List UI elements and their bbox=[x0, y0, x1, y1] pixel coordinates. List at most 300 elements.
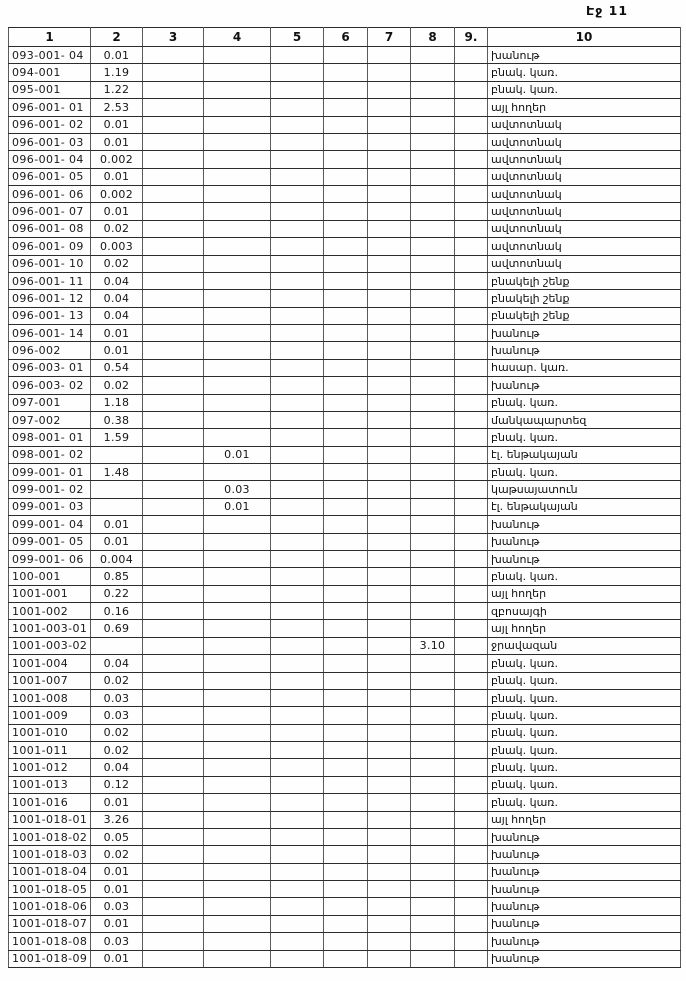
table-row bbox=[9, 637, 681, 654]
cell-area-value bbox=[324, 342, 368, 359]
cell-area-value bbox=[271, 672, 324, 689]
table-row bbox=[9, 550, 681, 567]
cell-area-value bbox=[204, 64, 271, 81]
cell-area-value: 2.53 bbox=[91, 99, 143, 116]
cell-area-value bbox=[143, 411, 204, 428]
cell-area-value: 0.002 bbox=[91, 151, 143, 168]
cell-area-value bbox=[368, 359, 411, 376]
table-row bbox=[9, 47, 681, 64]
cell-area-value bbox=[324, 568, 368, 585]
cell-area-value bbox=[368, 742, 411, 759]
cell-area-value bbox=[204, 394, 271, 411]
cell-area-value bbox=[411, 550, 455, 567]
cell-area-value bbox=[143, 794, 204, 811]
cell-area-value: 3.26 bbox=[91, 811, 143, 828]
cell-area-value bbox=[324, 411, 368, 428]
cell-area-value: 0.03 bbox=[91, 689, 143, 706]
cell-area-value: 0.04 bbox=[91, 655, 143, 672]
cell-area-value bbox=[143, 307, 204, 324]
table-row bbox=[9, 898, 681, 915]
cell-area-value bbox=[455, 516, 488, 533]
cell-area-value bbox=[271, 238, 324, 255]
table-row bbox=[9, 377, 681, 394]
cell-area-value bbox=[368, 550, 411, 567]
cell-area-value bbox=[411, 307, 455, 324]
cell-area-value bbox=[455, 724, 488, 741]
cell-area-value bbox=[204, 377, 271, 394]
table-row bbox=[9, 290, 681, 307]
cell-area-value bbox=[271, 811, 324, 828]
cell-area-value bbox=[143, 828, 204, 845]
cell-area-value bbox=[271, 47, 324, 64]
cell-area-value bbox=[271, 203, 324, 220]
cell-area-value bbox=[455, 498, 488, 515]
cell-area-value bbox=[271, 290, 324, 307]
table-row bbox=[9, 429, 681, 446]
cell-land-use-description: բնակ. կառ. bbox=[488, 568, 681, 585]
cell-area-value bbox=[455, 585, 488, 602]
cell-area-value bbox=[368, 672, 411, 689]
cell-area-value bbox=[455, 568, 488, 585]
cell-land-use-description: զբոսայգի bbox=[488, 603, 681, 620]
cell-parcel-code: 096-001- 12 bbox=[9, 290, 91, 307]
cell-area-value bbox=[324, 533, 368, 550]
table-row bbox=[9, 794, 681, 811]
cell-area-value bbox=[271, 220, 324, 237]
cell-area-value bbox=[204, 359, 271, 376]
cell-parcel-code: 1001-018-02 bbox=[9, 828, 91, 845]
column-header-2: 2 bbox=[91, 28, 143, 47]
cell-area-value bbox=[271, 151, 324, 168]
cell-area-value bbox=[411, 655, 455, 672]
cell-area-value bbox=[204, 811, 271, 828]
cell-area-value bbox=[204, 724, 271, 741]
cell-area-value: 0.01 bbox=[91, 881, 143, 898]
cell-area-value: 1.59 bbox=[91, 429, 143, 446]
cell-area-value bbox=[324, 776, 368, 793]
cell-parcel-code: 096-001- 09 bbox=[9, 238, 91, 255]
column-header-5: 5 bbox=[271, 28, 324, 47]
cell-land-use-description: բնակ. կառ. bbox=[488, 742, 681, 759]
cell-area-value: 1.18 bbox=[91, 394, 143, 411]
cell-area-value bbox=[324, 186, 368, 203]
cell-area-value bbox=[411, 203, 455, 220]
table-row bbox=[9, 359, 681, 376]
cell-parcel-code: 1001-013 bbox=[9, 776, 91, 793]
cell-area-value bbox=[143, 203, 204, 220]
cell-area-value bbox=[455, 325, 488, 342]
cell-area-value bbox=[143, 220, 204, 237]
table-row bbox=[9, 255, 681, 272]
cell-area-value bbox=[411, 881, 455, 898]
cell-area-value bbox=[143, 568, 204, 585]
cell-area-value bbox=[368, 881, 411, 898]
cell-land-use-description: այլ հողեր bbox=[488, 99, 681, 116]
cell-area-value bbox=[368, 272, 411, 289]
cell-area-value bbox=[204, 776, 271, 793]
cell-area-value: 0.02 bbox=[91, 377, 143, 394]
cell-area-value bbox=[455, 411, 488, 428]
cell-area-value bbox=[204, 220, 271, 237]
cell-area-value: 0.03 bbox=[204, 481, 271, 498]
cell-area-value bbox=[411, 603, 455, 620]
cell-land-use-description: ավտոտնակ bbox=[488, 203, 681, 220]
cell-land-use-description: հասար. կառ. bbox=[488, 359, 681, 376]
cell-area-value bbox=[271, 255, 324, 272]
cell-area-value bbox=[204, 255, 271, 272]
cell-parcel-code: 1001-002 bbox=[9, 603, 91, 620]
cell-area-value bbox=[204, 759, 271, 776]
cell-area-value bbox=[143, 498, 204, 515]
cell-land-use-description: բնակ. կառ. bbox=[488, 429, 681, 446]
cell-area-value bbox=[368, 411, 411, 428]
cell-parcel-code: 1001-001 bbox=[9, 585, 91, 602]
cell-area-value: 0.85 bbox=[91, 568, 143, 585]
table-row bbox=[9, 915, 681, 932]
cell-area-value bbox=[368, 168, 411, 185]
cell-area-value bbox=[411, 811, 455, 828]
cell-area-value bbox=[368, 377, 411, 394]
cell-area-value bbox=[324, 99, 368, 116]
cell-area-value bbox=[204, 47, 271, 64]
cell-land-use-description: խանութ bbox=[488, 516, 681, 533]
cell-area-value bbox=[91, 637, 143, 654]
cell-area-value bbox=[204, 272, 271, 289]
cell-area-value bbox=[324, 203, 368, 220]
table-row bbox=[9, 498, 681, 515]
cell-area-value bbox=[455, 464, 488, 481]
cell-area-value: 0.01 bbox=[91, 950, 143, 967]
cell-area-value bbox=[324, 933, 368, 950]
table-row bbox=[9, 325, 681, 342]
cell-land-use-description: խանութ bbox=[488, 915, 681, 932]
cell-area-value bbox=[271, 325, 324, 342]
cell-parcel-code: 1001-018-03 bbox=[9, 846, 91, 863]
cell-land-use-description: խանութ bbox=[488, 881, 681, 898]
cell-area-value bbox=[455, 828, 488, 845]
table-row bbox=[9, 811, 681, 828]
cell-area-value bbox=[271, 64, 324, 81]
cell-area-value bbox=[368, 99, 411, 116]
cell-area-value bbox=[324, 481, 368, 498]
cell-area-value bbox=[204, 151, 271, 168]
cell-area-value bbox=[368, 186, 411, 203]
table-row bbox=[9, 568, 681, 585]
cell-area-value bbox=[455, 168, 488, 185]
cell-area-value bbox=[411, 220, 455, 237]
cell-land-use-description: բնակ. կառ. bbox=[488, 394, 681, 411]
cell-area-value bbox=[324, 603, 368, 620]
cell-area-value bbox=[324, 655, 368, 672]
cell-area-value bbox=[204, 186, 271, 203]
cell-area-value bbox=[204, 655, 271, 672]
cell-area-value bbox=[368, 290, 411, 307]
table-row bbox=[9, 742, 681, 759]
cell-area-value bbox=[271, 99, 324, 116]
cell-land-use-description: ավտոտնակ bbox=[488, 116, 681, 133]
cell-area-value: 0.01 bbox=[91, 116, 143, 133]
cell-area-value bbox=[271, 533, 324, 550]
cell-area-value bbox=[324, 689, 368, 706]
cell-land-use-description: մանկապարտեզ bbox=[488, 411, 681, 428]
cell-area-value bbox=[368, 429, 411, 446]
cell-area-value bbox=[455, 707, 488, 724]
cell-parcel-code: 1001-018-09 bbox=[9, 950, 91, 967]
cell-area-value bbox=[455, 47, 488, 64]
cell-area-value bbox=[324, 220, 368, 237]
cell-area-value: 0.01 bbox=[91, 516, 143, 533]
cell-area-value: 0.004 bbox=[91, 550, 143, 567]
cell-area-value bbox=[204, 742, 271, 759]
cell-land-use-description: բնակ. կառ. bbox=[488, 464, 681, 481]
cell-area-value bbox=[455, 203, 488, 220]
cell-parcel-code: 1001-003-01 bbox=[9, 620, 91, 637]
cell-area-value bbox=[411, 81, 455, 98]
cell-area-value bbox=[204, 168, 271, 185]
cell-area-value bbox=[324, 863, 368, 880]
cell-area-value bbox=[368, 828, 411, 845]
cell-area-value bbox=[204, 99, 271, 116]
cell-area-value bbox=[368, 64, 411, 81]
cell-area-value bbox=[324, 846, 368, 863]
cell-area-value bbox=[411, 689, 455, 706]
cell-area-value bbox=[143, 481, 204, 498]
cell-area-value bbox=[143, 533, 204, 550]
cell-area-value: 0.02 bbox=[91, 724, 143, 741]
cell-area-value: 0.003 bbox=[91, 238, 143, 255]
cell-land-use-description: բնակ. կառ. bbox=[488, 689, 681, 706]
cell-area-value bbox=[143, 898, 204, 915]
cell-parcel-code: 096-001- 13 bbox=[9, 307, 91, 324]
cell-area-value bbox=[271, 742, 324, 759]
cell-area-value bbox=[411, 377, 455, 394]
cell-area-value: 0.01 bbox=[204, 446, 271, 463]
table-row bbox=[9, 186, 681, 203]
cell-parcel-code: 1001-003-02 bbox=[9, 637, 91, 654]
cell-area-value bbox=[271, 81, 324, 98]
cell-area-value bbox=[324, 550, 368, 567]
table-row bbox=[9, 220, 681, 237]
cell-land-use-description: խանութ bbox=[488, 377, 681, 394]
cell-area-value bbox=[411, 290, 455, 307]
cell-area-value bbox=[204, 238, 271, 255]
column-header-7: 7 bbox=[368, 28, 411, 47]
cell-area-value bbox=[411, 516, 455, 533]
table-row bbox=[9, 516, 681, 533]
cell-area-value bbox=[411, 568, 455, 585]
cell-area-value bbox=[271, 516, 324, 533]
cell-area-value bbox=[204, 116, 271, 133]
cell-area-value bbox=[411, 828, 455, 845]
cell-area-value bbox=[455, 898, 488, 915]
cell-parcel-code: 098-001- 01 bbox=[9, 429, 91, 446]
cell-area-value: 0.02 bbox=[91, 672, 143, 689]
cell-area-value bbox=[455, 64, 488, 81]
cell-area-value bbox=[368, 220, 411, 237]
cell-area-value bbox=[411, 846, 455, 863]
table-row bbox=[9, 99, 681, 116]
cell-area-value bbox=[368, 446, 411, 463]
cell-area-value bbox=[411, 898, 455, 915]
cell-area-value bbox=[324, 133, 368, 150]
cell-area-value bbox=[204, 898, 271, 915]
cell-area-value bbox=[324, 359, 368, 376]
cell-area-value: 0.02 bbox=[91, 255, 143, 272]
cell-area-value bbox=[455, 394, 488, 411]
cell-area-value bbox=[143, 603, 204, 620]
cell-area-value bbox=[143, 255, 204, 272]
cell-area-value bbox=[143, 168, 204, 185]
cell-area-value bbox=[204, 707, 271, 724]
cell-area-value bbox=[455, 689, 488, 706]
cell-area-value bbox=[324, 81, 368, 98]
cell-area-value bbox=[143, 776, 204, 793]
cell-parcel-code: 1001-018-08 bbox=[9, 933, 91, 950]
cell-area-value bbox=[271, 620, 324, 637]
cell-area-value bbox=[368, 846, 411, 863]
cell-land-use-description: բնակելի շենք bbox=[488, 272, 681, 289]
cell-area-value bbox=[143, 759, 204, 776]
cell-area-value bbox=[368, 620, 411, 637]
cell-area-value bbox=[204, 81, 271, 98]
land-registry-table bbox=[8, 27, 681, 968]
cell-land-use-description: էլ. ենթակայան bbox=[488, 498, 681, 515]
cell-area-value bbox=[368, 464, 411, 481]
cell-area-value bbox=[411, 394, 455, 411]
column-header-6: 6 bbox=[324, 28, 368, 47]
cell-area-value bbox=[271, 724, 324, 741]
cell-area-value bbox=[91, 498, 143, 515]
cell-area-value bbox=[324, 898, 368, 915]
cell-area-value bbox=[411, 481, 455, 498]
cell-area-value bbox=[271, 411, 324, 428]
table-row bbox=[9, 863, 681, 880]
cell-area-value bbox=[368, 116, 411, 133]
table-header bbox=[9, 28, 681, 47]
cell-area-value bbox=[324, 168, 368, 185]
cell-area-value bbox=[411, 464, 455, 481]
cell-area-value: 0.16 bbox=[91, 603, 143, 620]
cell-area-value: 1.48 bbox=[91, 464, 143, 481]
cell-area-value: 0.01 bbox=[91, 915, 143, 932]
cell-area-value: 0.01 bbox=[91, 863, 143, 880]
cell-area-value bbox=[455, 99, 488, 116]
cell-area-value bbox=[204, 689, 271, 706]
cell-area-value bbox=[271, 133, 324, 150]
cell-parcel-code: 1001-009 bbox=[9, 707, 91, 724]
cell-area-value bbox=[411, 151, 455, 168]
column-header-3: 3 bbox=[143, 28, 204, 47]
cell-area-value bbox=[271, 689, 324, 706]
table-row bbox=[9, 689, 681, 706]
cell-land-use-description: էլ. ենթակայան bbox=[488, 446, 681, 463]
cell-area-value bbox=[368, 811, 411, 828]
cell-area-value bbox=[455, 307, 488, 324]
table-row bbox=[9, 759, 681, 776]
cell-area-value bbox=[368, 655, 411, 672]
page-number-label: Էջ 11 bbox=[586, 3, 629, 18]
cell-area-value bbox=[204, 881, 271, 898]
cell-area-value bbox=[204, 603, 271, 620]
cell-area-value bbox=[324, 116, 368, 133]
cell-area-value bbox=[204, 307, 271, 324]
cell-area-value bbox=[271, 915, 324, 932]
table-row bbox=[9, 933, 681, 950]
cell-area-value bbox=[455, 377, 488, 394]
cell-area-value bbox=[324, 325, 368, 342]
cell-area-value bbox=[455, 151, 488, 168]
cell-area-value bbox=[368, 603, 411, 620]
cell-area-value bbox=[455, 637, 488, 654]
cell-area-value bbox=[143, 655, 204, 672]
cell-area-value bbox=[143, 81, 204, 98]
cell-area-value bbox=[368, 203, 411, 220]
cell-area-value bbox=[143, 516, 204, 533]
cell-area-value bbox=[271, 585, 324, 602]
cell-area-value bbox=[324, 672, 368, 689]
cell-parcel-code: 099-001- 03 bbox=[9, 498, 91, 515]
cell-area-value bbox=[455, 81, 488, 98]
column-header-1: 1 bbox=[9, 28, 91, 47]
cell-area-value bbox=[411, 411, 455, 428]
cell-parcel-code: 099-001- 02 bbox=[9, 481, 91, 498]
cell-area-value: 0.04 bbox=[91, 307, 143, 324]
cell-area-value bbox=[455, 238, 488, 255]
cell-area-value bbox=[368, 585, 411, 602]
cell-area-value bbox=[411, 620, 455, 637]
cell-area-value bbox=[91, 446, 143, 463]
cell-area-value bbox=[368, 568, 411, 585]
cell-area-value bbox=[271, 707, 324, 724]
cell-area-value bbox=[411, 133, 455, 150]
cell-area-value bbox=[143, 950, 204, 967]
table-row bbox=[9, 603, 681, 620]
column-header-10: 10 bbox=[488, 28, 681, 47]
cell-area-value bbox=[143, 151, 204, 168]
cell-area-value: 0.38 bbox=[91, 411, 143, 428]
cell-area-value: 0.01 bbox=[91, 342, 143, 359]
cell-land-use-description: ավտոտնակ bbox=[488, 238, 681, 255]
cell-area-value bbox=[204, 933, 271, 950]
cell-area-value bbox=[368, 533, 411, 550]
cell-area-value bbox=[324, 151, 368, 168]
cell-parcel-code: 099-001- 06 bbox=[9, 550, 91, 567]
cell-area-value bbox=[324, 915, 368, 932]
cell-parcel-code: 099-001- 05 bbox=[9, 533, 91, 550]
cell-area-value bbox=[411, 429, 455, 446]
cell-area-value bbox=[368, 950, 411, 967]
cell-area-value bbox=[324, 516, 368, 533]
cell-area-value bbox=[411, 915, 455, 932]
cell-area-value bbox=[204, 672, 271, 689]
cell-area-value bbox=[271, 603, 324, 620]
cell-area-value bbox=[204, 585, 271, 602]
cell-area-value bbox=[455, 794, 488, 811]
cell-land-use-description: բնակելի շենք bbox=[488, 307, 681, 324]
cell-area-value bbox=[143, 186, 204, 203]
cell-area-value: 0.69 bbox=[91, 620, 143, 637]
cell-land-use-description: ավտոտնակ bbox=[488, 151, 681, 168]
cell-area-value bbox=[143, 881, 204, 898]
cell-land-use-description: խանութ bbox=[488, 898, 681, 915]
cell-area-value bbox=[324, 724, 368, 741]
cell-area-value bbox=[455, 290, 488, 307]
cell-area-value bbox=[411, 724, 455, 741]
cell-area-value bbox=[143, 429, 204, 446]
cell-area-value bbox=[143, 47, 204, 64]
cell-area-value bbox=[143, 133, 204, 150]
cell-parcel-code: 1001-012 bbox=[9, 759, 91, 776]
